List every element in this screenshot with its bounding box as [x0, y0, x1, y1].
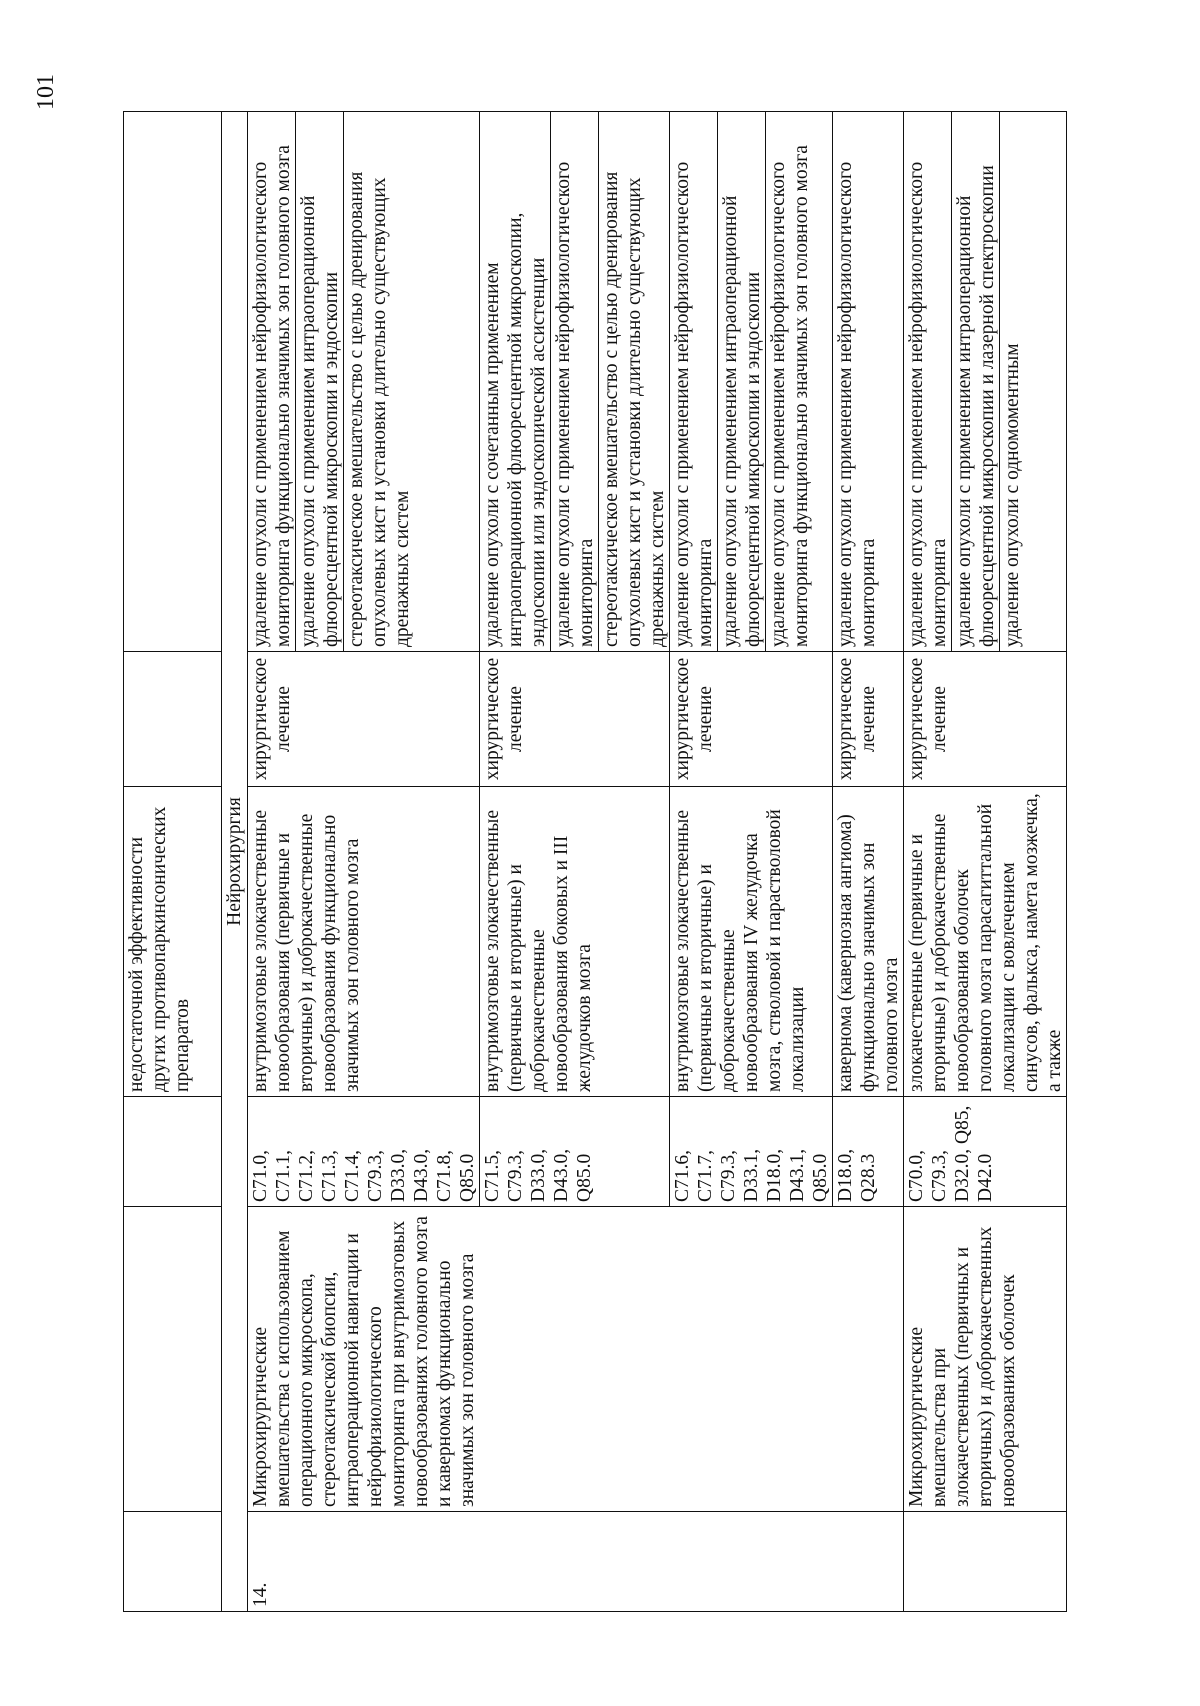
- patient-model: злокачественные (первичные и вторичные) и доброкачественные новообразования оболочек головного мозга парасагиттальной локализации с вовлечением синусов, фалькса, намета мозжечка, а также: [904, 787, 1067, 1097]
- method-item: стереотаксическое вмешательство с целью дренирования опухолевых кист и установки длительно существующих дренажных систем: [598, 112, 669, 651]
- method-item: удаление опухоли с применением нейрофизиологического мониторинга: [835, 161, 879, 647]
- patient-model: внутримозговые злокачественные (первичные и вторичные) и доброкачественные новообразования IV желудочка мозга, стволовой и парастволовой локализации: [670, 787, 833, 1097]
- table-row-section-header: [222, 112, 248, 1612]
- rotated-table-wrapper: [123, 112, 1083, 1612]
- page-number: 101: [33, 74, 59, 110]
- cell-empty: [124, 1207, 222, 1512]
- method-item: удаление опухоли с сочетанным применением интраоперационной флюоресцентной микроскопии, эндоскопии или эндоскопической ассистенции: [482, 212, 549, 647]
- method-item: удаление опухоли с применением интраоперационной флюоресцентной микроскопии и эндоскопии: [717, 112, 765, 651]
- method-item: удаление опухоли с применением нейрофизиологического мониторинга функционально значимых зон головного мозга: [250, 145, 294, 647]
- cell-empty: [124, 112, 222, 652]
- patient-model: кавернома (кавернозная ангиома) функционально значимых зон головного мозга: [833, 787, 904, 1097]
- method-item: удаление опухоли с применением нейрофизиологического мониторинга: [672, 161, 716, 647]
- cell-empty: [124, 652, 222, 787]
- icd-codes: D18.0, Q28.3: [833, 1097, 904, 1207]
- procedure-name: Микрохирургические вмешательства с использованием операционного микроскопа, стереотаксической биопсии, интраоперационной навигации и нейрофизиологического мониторинга при внутримозговых новообразованиях головного мозга и каверномах функционально значимых зон головного мозга: [248, 1207, 904, 1512]
- method-item: удаление опухоли с применением интраоперационной флюоресцентной микроскопии и эндоскопии: [295, 112, 343, 651]
- treatment-type: хирургическое лечение: [670, 652, 833, 787]
- treatment-type: хирургическое лечение: [248, 652, 480, 787]
- row-number: [904, 1512, 1067, 1612]
- method-item: удаление опухоли с применением нейрофизиологического мониторинга: [906, 161, 950, 647]
- section-header: Нейрохирургия: [222, 112, 248, 1612]
- treatment-methods: [670, 112, 833, 652]
- icd-codes: C71.0, C71.1, C71.2, C71.3, C71.4, C79.3, D33.0, D43.0, C71.8, Q85.0: [248, 1097, 480, 1207]
- table-row-continuation: [124, 112, 222, 1612]
- procedure-name: Микрохирургические вмешательства при злокачественных (первичных и вторичных) и доброкачественных новообразованиях оболочек: [904, 1207, 1067, 1512]
- treatment-type: хирургическое лечение: [480, 652, 670, 787]
- treatment-methods: [904, 112, 1067, 652]
- row-number: 14.: [248, 1512, 904, 1612]
- patient-model: внутримозговые злокачественные (первичные и вторичные) и доброкачественные новообразования боковых и III желудочков мозга: [480, 787, 670, 1097]
- treatment-type: хирургическое лечение: [833, 652, 904, 787]
- method-item: стереотаксическое вмешательство с целью дренирования опухолевых кист и установки длительно существующих дренажных систем: [343, 112, 414, 651]
- treatment-type: хирургическое лечение: [904, 652, 1067, 787]
- procedures-table: [123, 111, 1067, 1612]
- cell-empty: [124, 1512, 222, 1612]
- method-item: удаление опухоли с применением нейрофизиологического мониторинга функционально значимых зон головного мозга: [765, 112, 813, 651]
- cell-empty: [124, 1097, 222, 1207]
- method-item: удаление опухоли с применением нейрофизиологического мониторинга: [550, 112, 598, 651]
- icd-codes: C71.5, C79.3, D33.0, D43.0, Q85.0: [480, 1097, 670, 1207]
- table-row: [904, 112, 1067, 1612]
- cell-continuation-text: недостаточной эффективности других противопаркинсонических препаратов: [124, 787, 222, 1097]
- treatment-methods: [833, 112, 904, 652]
- method-item: удаление опухоли с одномоментным: [999, 112, 1024, 651]
- icd-codes: C70.0, C79.3, D32.0, Q85, D42.0: [904, 1097, 1067, 1207]
- table-row: [248, 112, 480, 1612]
- patient-model: внутримозговые злокачественные новообразования (первичные и вторичные) и доброкачественные новообразования функционально значимых зон головного мозга: [248, 787, 480, 1097]
- method-item: удаление опухоли с применением интраоперационной флюоресцентной микроскопии и лазерной спектроскопии: [951, 112, 999, 651]
- icd-codes: C71.6, C71.7, C79.3, D33.1, D18.0, D43.1, Q85.0: [670, 1097, 833, 1207]
- treatment-methods: [480, 112, 670, 652]
- treatment-methods: [248, 112, 480, 652]
